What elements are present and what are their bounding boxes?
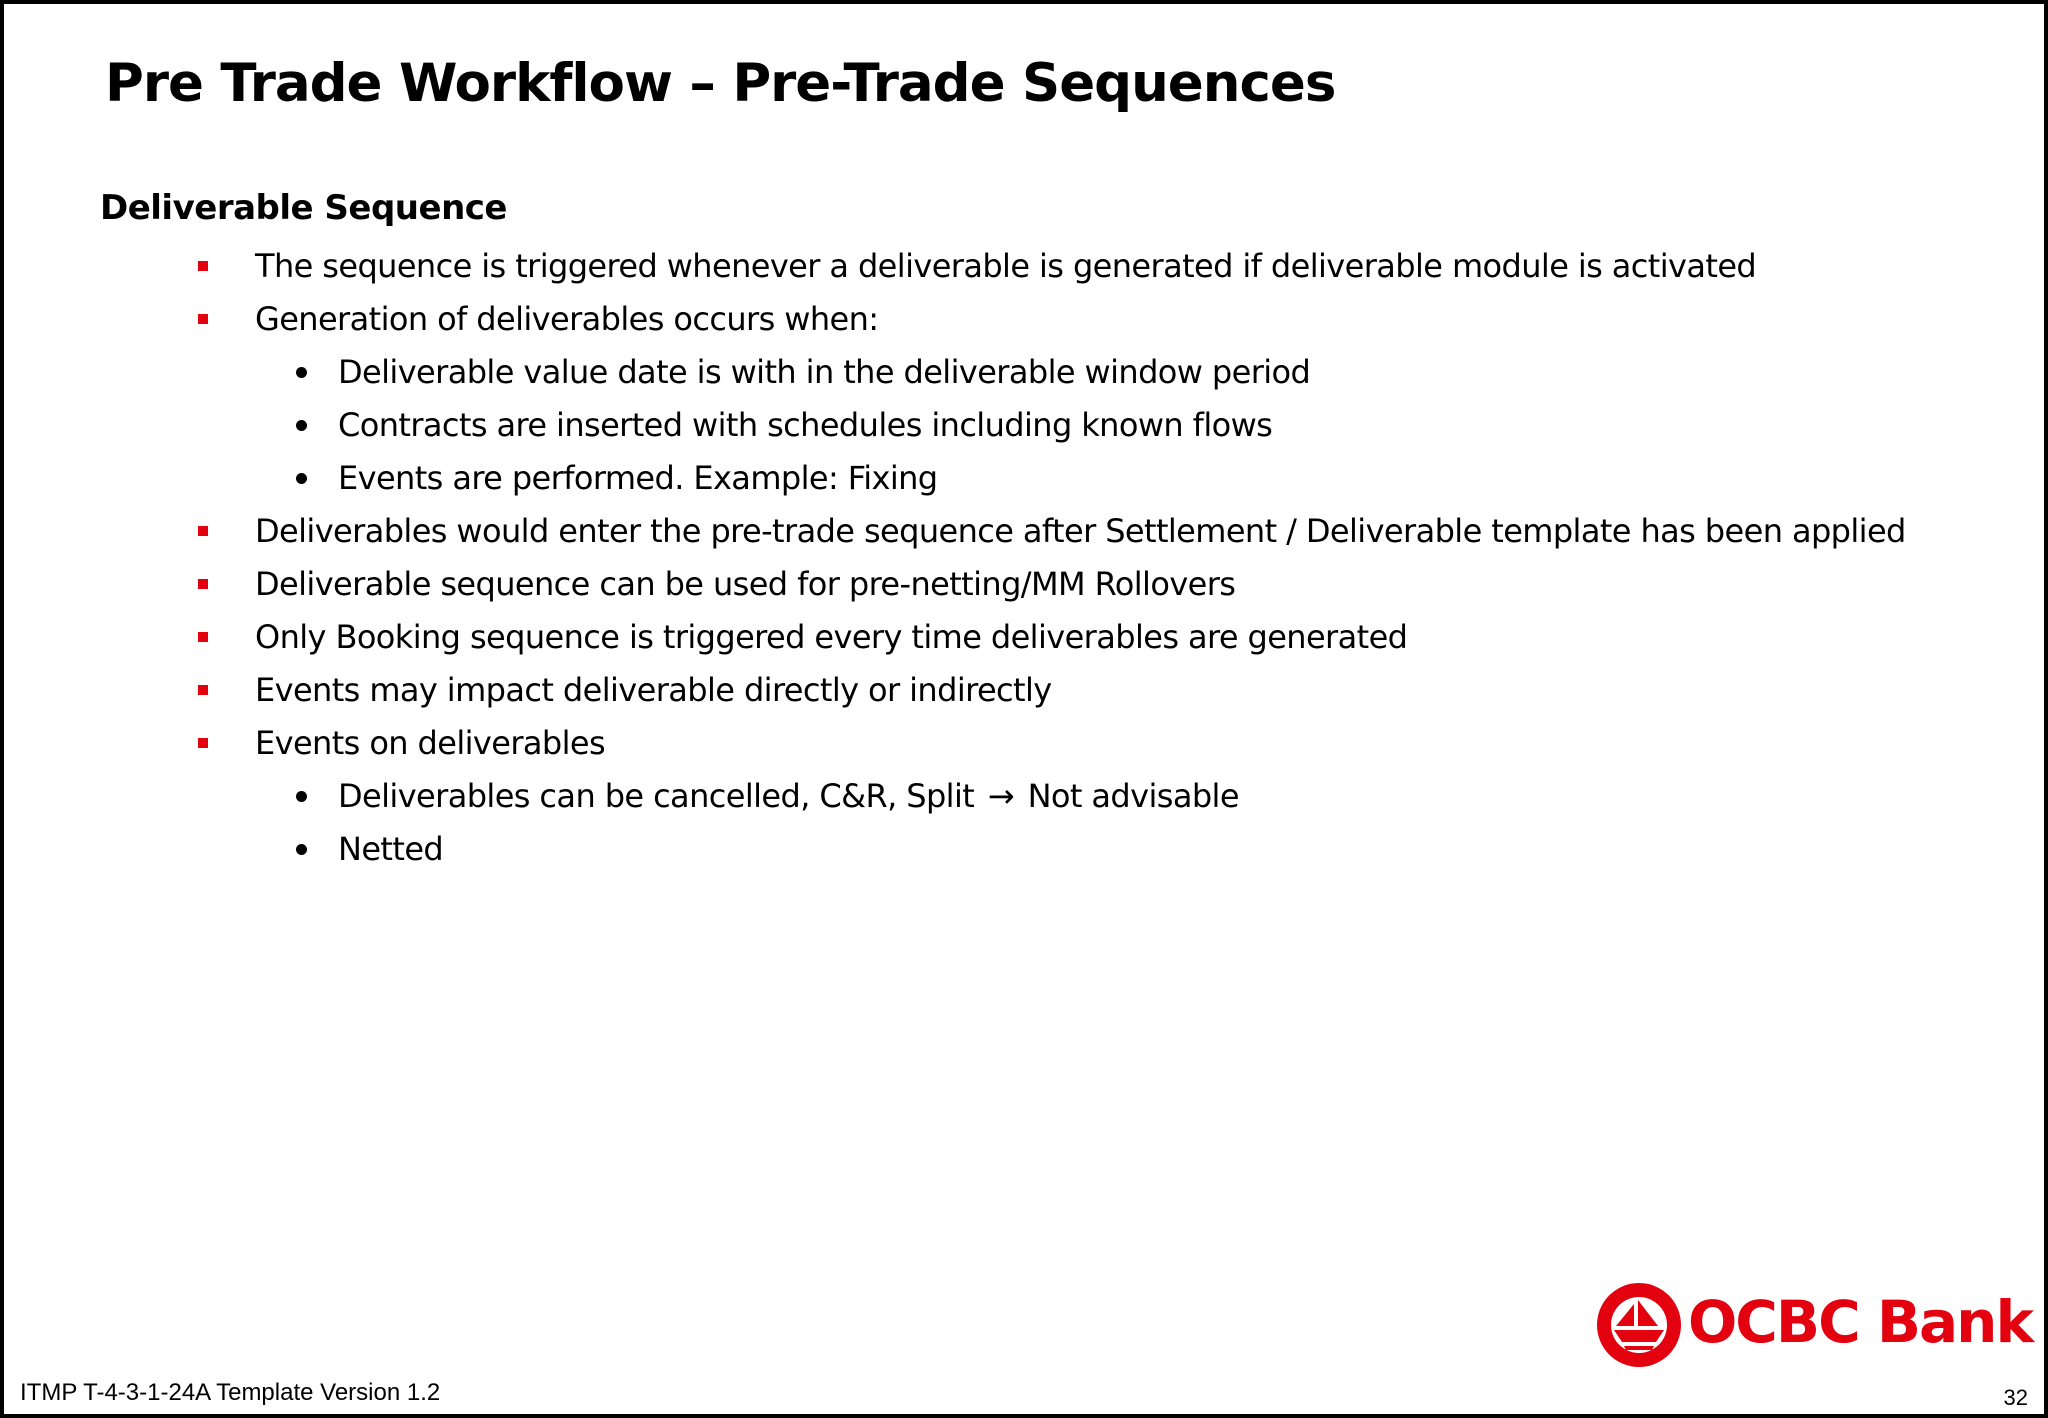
- bullet-text: The sequence is triggered whenever a deliverable is generated if deliverable module is activated: [255, 247, 1757, 285]
- sub-bullet-text: Contracts are inserted with schedules including known flows: [338, 406, 1273, 444]
- bullet-text: Deliverable sequence can be used for pre-netting/MM Rollovers: [255, 565, 1236, 603]
- logo-text: OCBC Bank: [1688, 1288, 2033, 1356]
- sub-bullet-text: Deliverable value date is with in the deliverable window period: [338, 353, 1311, 391]
- round-bullet-icon: [296, 844, 307, 855]
- red-square-bullet-icon: [198, 526, 208, 536]
- sub-bullet-text: Netted: [338, 830, 444, 868]
- red-square-bullet-icon: [198, 579, 208, 589]
- round-bullet-icon: [296, 367, 307, 378]
- ocbc-bank-logo: [1594, 1280, 2033, 1370]
- slide-title: Pre Trade Workflow – Pre-Trade Sequences: [105, 53, 1336, 114]
- bullet-text: Only Booking sequence is triggered every time deliverables are generated: [255, 618, 1408, 656]
- red-square-bullet-icon: [198, 685, 208, 695]
- sub-bullet-main-text: Deliverables can be cancelled, C&R, Split: [338, 777, 975, 815]
- round-bullet-icon: [296, 473, 307, 484]
- bullet-text: Generation of deliverables occurs when:: [255, 300, 879, 338]
- round-bullet-icon: [296, 791, 307, 802]
- bullet-text: Events on deliverables: [255, 724, 606, 762]
- template-version-footer: ITMP T-4-3-1-24A Template Version 1.2: [20, 1379, 441, 1406]
- right-arrow-icon: →: [987, 777, 1014, 815]
- sub-bullet-suffix-text: Not advisable: [1027, 777, 1239, 815]
- red-square-bullet-icon: [198, 632, 208, 642]
- bullet-text: Events may impact deliverable directly or indirectly: [255, 671, 1052, 709]
- page-number: 32: [2003, 1385, 2028, 1410]
- red-square-bullet-icon: [198, 261, 208, 271]
- sub-bullet-text: [338, 770, 1239, 823]
- sub-bullet-text: Events are performed. Example: Fixing: [338, 459, 938, 497]
- ocbc-junk-logo-icon: [1594, 1280, 1684, 1370]
- red-square-bullet-icon: [198, 314, 208, 324]
- red-square-bullet-icon: [198, 738, 208, 748]
- round-bullet-icon: [296, 420, 307, 431]
- section-heading: Deliverable Sequence: [100, 188, 507, 228]
- bullet-text: Deliverables would enter the pre-trade sequence after Settlement / Deliverable template has been applied: [255, 512, 1906, 550]
